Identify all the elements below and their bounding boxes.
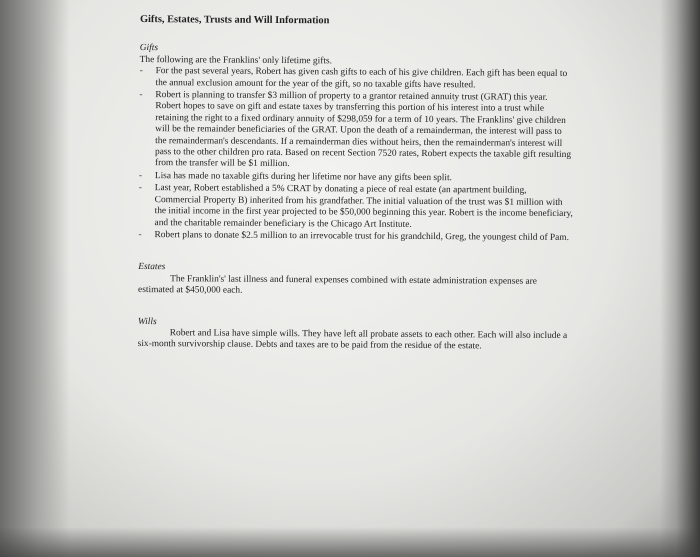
wills-heading: Wills xyxy=(137,316,157,327)
gifts-list xyxy=(138,66,574,244)
bottom-shadow xyxy=(0,527,700,557)
right-shadow xyxy=(660,0,700,557)
gift-item-lisa: - Lisa has made no taxable gifts during her lifetime nor have any gifts been split. xyxy=(139,171,574,185)
wills-text: Robert and Lisa have simple wills. They have left all probate assets to each other. Each will also include a six-month survivorship clause. Debts and taxes are to be paid from the residue of the estate. xyxy=(137,328,568,352)
estates-heading: Estates xyxy=(138,262,166,273)
left-shadow xyxy=(0,0,70,557)
document-page xyxy=(138,14,575,354)
gift-item-annual-cash: - For the past several years, Robert has given cash gifts to each of his give children. Each gift has been equal to the annual exclusion amount for the year of the gift, so no taxable gifts have resulted. xyxy=(139,66,574,92)
gift-item-irrevocable-trust: - Robert plans to donate $2.5 million to an irrevocable trust for his grandchild, Greg, the youngest child of Pam. xyxy=(138,230,573,244)
gifts-heading: Gifts xyxy=(139,43,159,54)
gifts-intro: The following are the Franklins' only lifetime gifts. xyxy=(139,54,332,67)
document-title: Gifts, Estates, Trusts and Will Information xyxy=(139,14,330,27)
gift-item-crat: - Last year, Robert established a 5% CRAT by donating a piece of real estate (an apartment building, Commercial Property B) inherited from his grandfather. The initial valuation of the trust was $1 million with the initial income in the first year projected to be $50,000 beginning this year. Robert is the income beneficiary, and the charitable remainder beneficiary is the Chicago Art Institute. xyxy=(138,183,573,232)
estates-text: The Franklin's' last illness and funeral expenses combined with estate administration expenses are estimated at $450,000 each. xyxy=(138,273,538,296)
gift-item-grat: - Robert is planning to transfer $3 million of property to a grantor retained annuity trust (GRAT) this year. Robert hopes to save on gift and estate taxes by transferring this portion of his interest into a trust while retaining the right to a fixed ordinary annuity of $298,059 for a term of 10 years. The Franklins' give children will be the remainder beneficiaries of the GRAT. Upon the death of a remainderman, the interest will pass to the remainderman's descendants. If a remainderman dies without heirs, then the remainderman's interest will pass to the other children pro rata. Based on recent Section 7520 rates, Robert expects the taxable gift resulting from the transfer will be $1 million. xyxy=(139,90,575,173)
